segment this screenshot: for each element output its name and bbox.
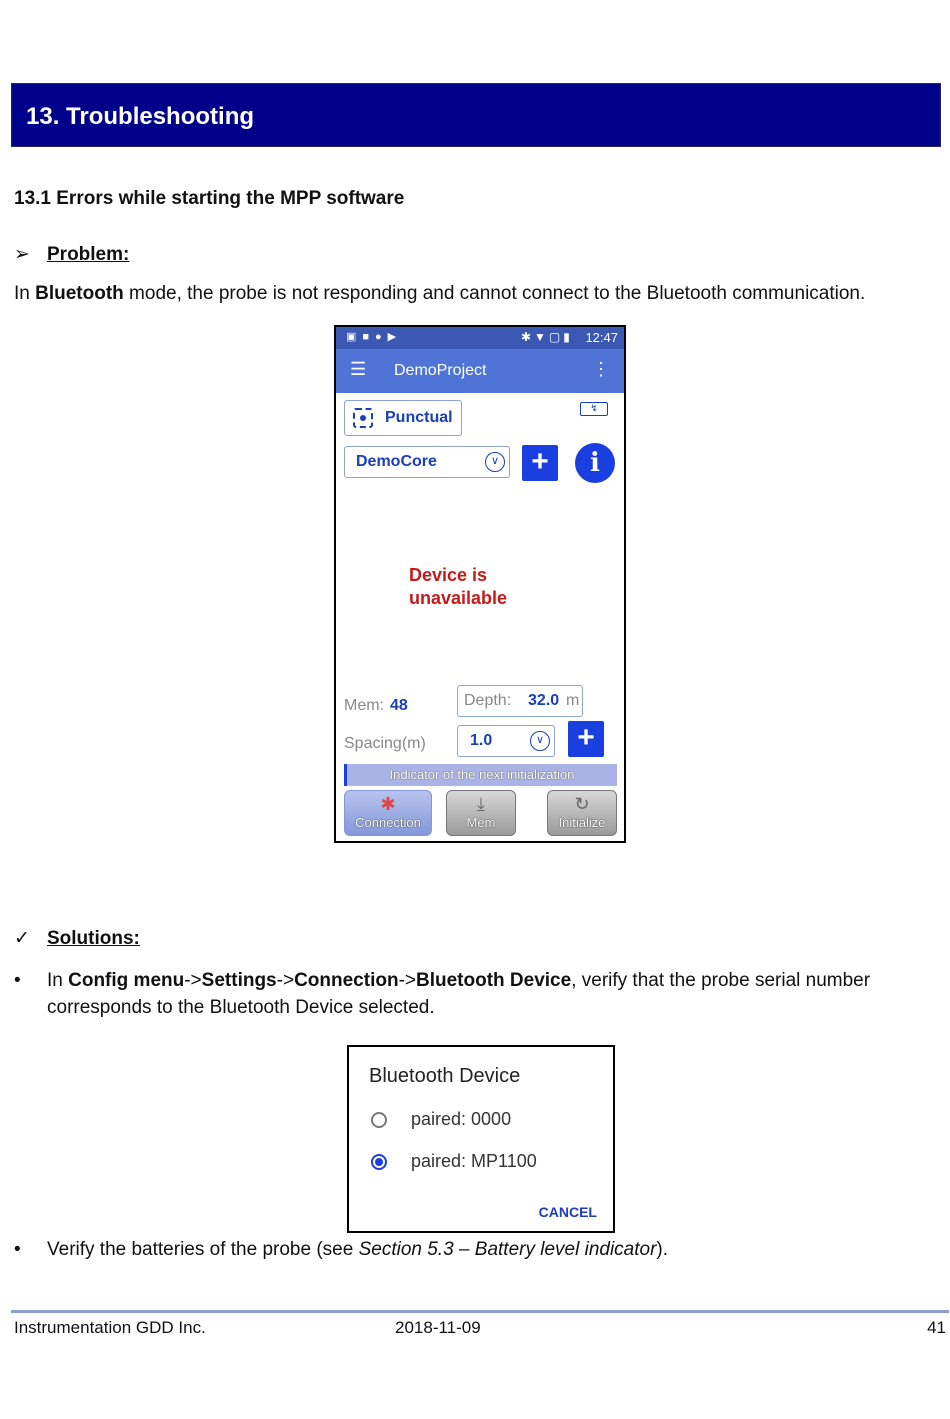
initialize-label: Initialize xyxy=(558,815,606,830)
download-icon: ⤓ xyxy=(477,794,485,814)
mode-button[interactable] xyxy=(344,400,462,436)
s2-post: ). xyxy=(656,1239,669,1260)
spacing-label: Spacing(m) xyxy=(344,735,426,752)
s1-settings: Settings xyxy=(201,970,277,991)
depth-field[interactable] xyxy=(457,685,583,717)
mem-readout xyxy=(344,697,408,715)
problem-heading-row xyxy=(14,243,129,266)
device-option-label: paired: 0000 xyxy=(411,1109,512,1129)
spacing-select[interactable] xyxy=(457,725,555,757)
info-button[interactable]: i xyxy=(575,443,615,483)
cancel-button[interactable]: CANCEL xyxy=(538,1204,597,1220)
problem-description xyxy=(14,283,865,305)
chevron-down-icon: ∨ xyxy=(485,452,505,472)
project-name: DemoCore xyxy=(356,453,437,470)
solutions-heading-row xyxy=(14,927,140,950)
s1-sep3: -> xyxy=(398,970,416,991)
radio-selected-icon[interactable] xyxy=(371,1154,387,1170)
app-bar xyxy=(336,349,624,393)
mem-label: Mem: xyxy=(344,697,384,714)
bluetooth-device-dialog xyxy=(347,1045,615,1233)
app-title: DemoProject xyxy=(394,362,487,379)
s1-sep2: -> xyxy=(276,970,295,991)
phone-screenshot xyxy=(334,325,626,843)
device-option-label: paired: MP1100 xyxy=(411,1151,537,1171)
solution-2-text xyxy=(47,1236,927,1263)
mem-value: 48 xyxy=(390,697,408,714)
section-title: 13. Troubleshooting xyxy=(26,103,255,130)
dialog-title: Bluetooth Device xyxy=(369,1065,521,1087)
depth-label: Depth: xyxy=(464,692,512,709)
problem-text-bold: Bluetooth xyxy=(35,283,124,304)
s1-post: , verify that the probe serial number corresponds to the Bluetooth Device selected. xyxy=(47,970,871,1018)
mem-button-label: Mem xyxy=(466,815,496,830)
problem-text-post: mode, the probe is not responding and cannot connect to the Bluetooth communication. xyxy=(123,283,866,304)
bullet-dot-icon: • xyxy=(14,970,21,991)
arrow-bullet-icon: ➢ xyxy=(14,244,30,265)
chevron-down-icon: ∨ xyxy=(530,731,550,751)
section-banner xyxy=(11,83,941,147)
footer-date: 2018-11-09 xyxy=(395,1318,481,1337)
notification-icons: ▣■●▶ xyxy=(346,331,403,343)
subsection-title: 13.1 Errors while starting the MPP software xyxy=(14,188,405,209)
spacing-value: 1.0 xyxy=(470,732,493,749)
s1-pre: In xyxy=(47,970,69,991)
connection-label: Connection xyxy=(355,815,421,830)
punctual-mode-icon xyxy=(353,408,373,428)
problem-heading: Problem: xyxy=(47,244,130,265)
status-bar xyxy=(336,327,624,349)
mem-button[interactable] xyxy=(446,790,516,836)
depth-value: 32.0 xyxy=(528,692,560,709)
radio-unselected-icon[interactable] xyxy=(371,1112,387,1128)
battery-status-icon: ↯ xyxy=(580,402,608,416)
s1-bluetooth-device: Bluetooth Device xyxy=(416,970,572,991)
device-message-line2: unavailable xyxy=(409,588,508,608)
signal-icons: ✱▼▢▮ xyxy=(521,330,573,344)
bullet-dot-icon: • xyxy=(14,1239,21,1260)
s2-pre: Verify the batteries of the probe (see xyxy=(47,1239,359,1260)
project-select[interactable] xyxy=(344,446,510,478)
bluetooth-icon: ✱ xyxy=(380,794,396,814)
initialize-button[interactable] xyxy=(547,790,617,836)
mode-label: Punctual xyxy=(385,409,453,426)
footer-company: Instrumentation GDD Inc. xyxy=(14,1318,206,1337)
footer-divider xyxy=(11,1310,949,1313)
depth-unit: m xyxy=(566,692,580,709)
hamburger-menu-icon[interactable]: ☰ xyxy=(350,359,367,379)
solutions-heading: Solutions: xyxy=(47,928,140,949)
s1-sep1: -> xyxy=(184,970,202,991)
s2-section-ref: Section 5.3 – Battery level indicator xyxy=(358,1239,657,1260)
solution-1-text xyxy=(47,967,927,1021)
s1-connection: Connection xyxy=(294,970,399,991)
add-spacing-button[interactable]: + xyxy=(568,721,604,757)
device-status-message xyxy=(409,564,507,610)
device-message-line1: Device is xyxy=(409,565,488,585)
status-time: 12:47 xyxy=(585,330,618,345)
footer-page-number: 41 xyxy=(927,1318,946,1337)
refresh-icon: ↻ xyxy=(574,794,590,814)
problem-text-pre: In xyxy=(14,283,36,304)
initialization-indicator: Indicator of the next initialization xyxy=(344,764,617,786)
s1-config-menu: Config menu xyxy=(68,970,185,991)
overflow-menu-icon[interactable]: ⋮ xyxy=(592,359,610,379)
connection-button[interactable] xyxy=(344,790,432,836)
checkmark-icon: ✓ xyxy=(14,928,30,949)
add-project-button[interactable]: + xyxy=(522,445,558,481)
